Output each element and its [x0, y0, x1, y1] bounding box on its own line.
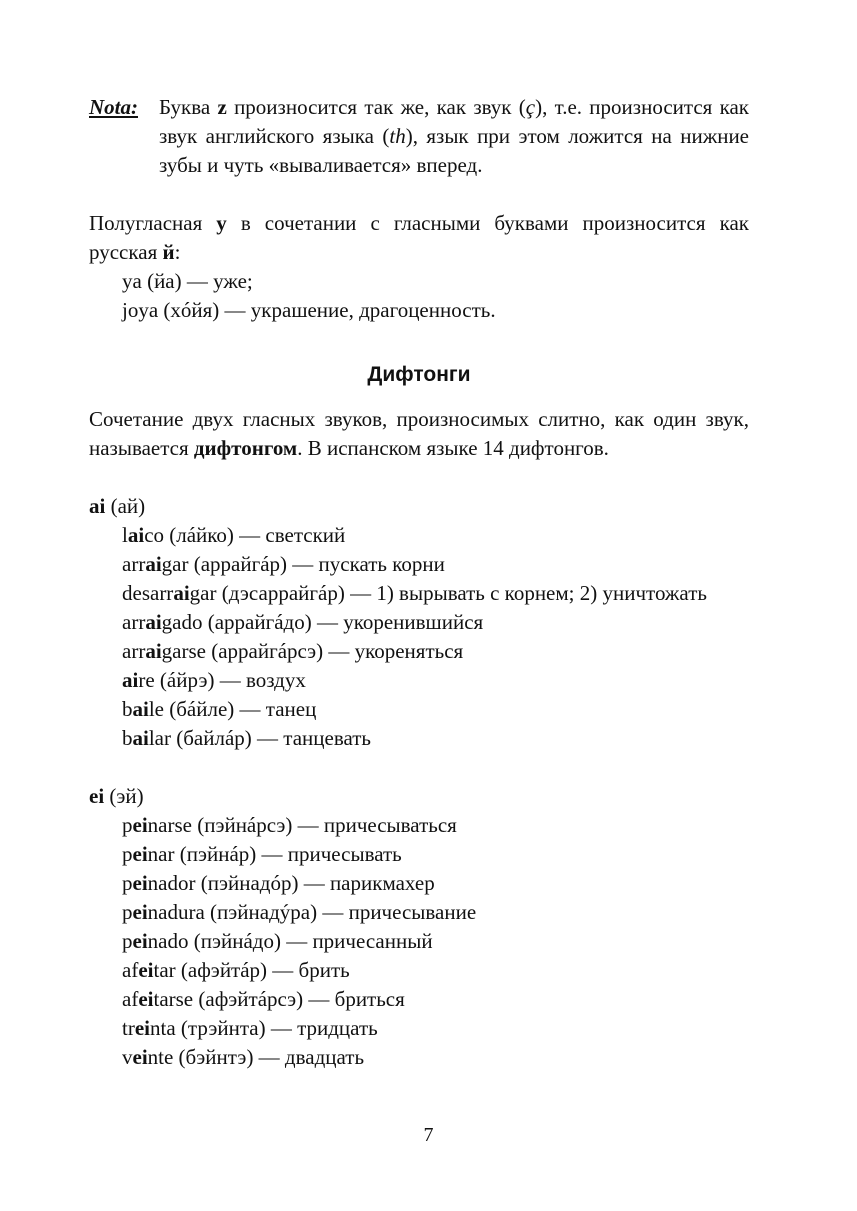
diphthong-group-ai [89, 492, 749, 753]
note-label: Nota: [89, 95, 138, 119]
list-item: veinte (бэйнтэ) — двадцать [122, 1045, 365, 1069]
list-item: peinarse (пэйнáрсэ) — причесываться [122, 813, 457, 837]
list-item: treinta (трэйнта) — тридцать [122, 1016, 378, 1040]
list-item: baile (бáйле) — танец [122, 697, 317, 721]
example-line: ya (йа) — уже; [122, 269, 253, 293]
list-item: desarraigar (дэсаррайгáр) — 1) вырывать с корнем; 2) уничтожать [122, 581, 707, 605]
list-item: bailar (байлáр) — танцевать [122, 726, 371, 750]
example-line: joya (хóйя) — украшение, драгоценность. [122, 298, 496, 322]
list-item: aire (áйрэ) — воздух [122, 668, 306, 692]
note-block [89, 93, 749, 180]
page-content [89, 93, 749, 1072]
section-heading: Дифтонги [367, 363, 471, 386]
list-item: afeitar (афэйтáр) — брить [122, 958, 350, 982]
list-item: arraigar (аррайгáр) — пускать корни [122, 552, 445, 576]
list-item: laico (лáйко) — светский [122, 523, 346, 547]
list-item: peinador (пэйнадóр) — парикмахер [122, 871, 435, 895]
group-label: ei (эй) [89, 784, 144, 808]
note-text: Буква z произносится так же, как звук (ç), т.е. произносится как звук английского языка (th), язык при этом ложится на нижние зубы и чуть «вываливается» вперед. [159, 95, 750, 177]
list-item: arraigado (аррайгáдо) — укоренившийся [122, 610, 484, 634]
group-label: ai (ай) [89, 494, 146, 518]
list-item: peinar (пэйнáр) — причесывать [122, 842, 402, 866]
list-item: arraigarse (аррайгáрсэ) — укореняться [122, 639, 464, 663]
list-item: afeitarse (афэйтáрсэ) — бриться [122, 987, 405, 1011]
semivowel-paragraph: Полугласная y в сочетании с гласными буквами произносится как русская й: [89, 211, 749, 264]
page-number: 7 [423, 1124, 434, 1146]
intro-paragraph: Сочетание двух гласных звуков, произносимых слитно, как один звук, называется дифтонгом. В испанском языке 14 дифтонгов. [89, 407, 749, 460]
diphthong-group-ei [89, 782, 749, 1072]
list-item: peinadura (пэйнадýра) — причесывание [122, 900, 477, 924]
list-item: peinado (пэйнáдо) — причесанный [122, 929, 433, 953]
